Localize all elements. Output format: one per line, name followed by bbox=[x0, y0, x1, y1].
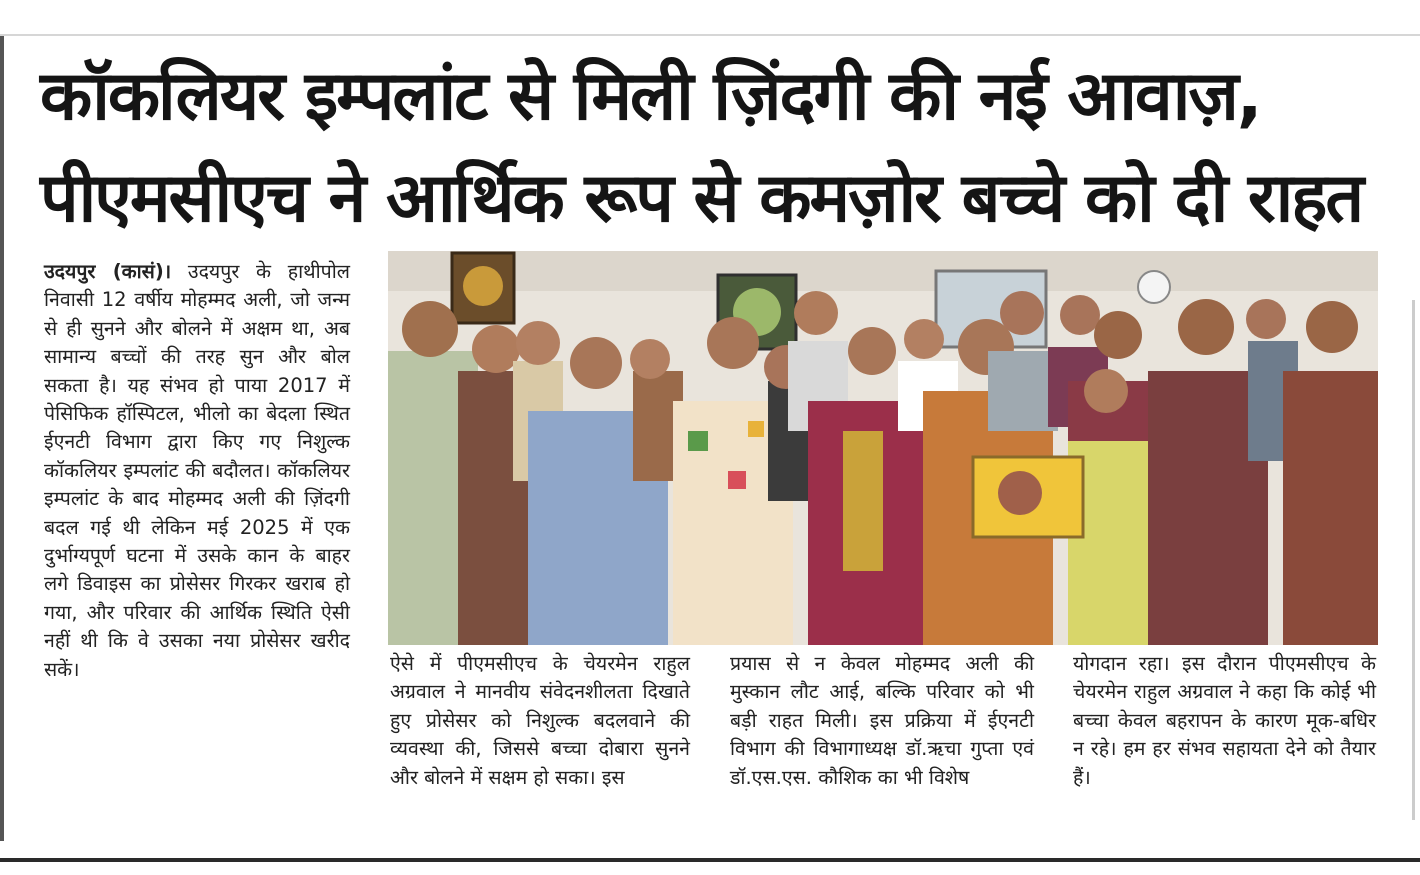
article-text-left: उदयपुर के हाथीपोल निवासी 12 वर्षीय मोहम्मद अली, जो जन्म से ही सुनने और बोलने में अक्षम था, अब सामान्य बच्चों की तरह सुन और बोल सकता है। यह संभव हो पाया 2017 में पेसिफिक हॉस्पिटल, भीलो का बेदला स्थित ईएनटी विभाग द्वारा किए गए निशुल्क कॉकलियर इम्पलांट की बदौलत। कॉकलियर इम्पलांट के बाद मोहम्मद अली की ज़िंदगी बदल गई थी लेकिन मई 2025 में एक दुर्भाग्यपूर्ण घटना में उसके कान के बाहर लगे डिवाइस का प्रोसेसर गिरकर खराब हो गया, और परिवार की आर्थिक स्थिति ऐसी नहीं थी कि वे उसका नया प्रोसेसर खरीद सकें। bbox=[44, 260, 350, 681]
article-column-2: ऐसे में पीएमसीएच के चेयरमेन राहुल अग्रवाल ने मानवीय संवेदनशीलता दिखाते हुए प्रोसेसर को निशुल्क बदलवाने की व्यवस्था की, जिससे बच्चा दोबारा सुनने और बोलने में सक्षम हो सका। इस bbox=[390, 652, 690, 789]
left-margin-rule bbox=[0, 36, 4, 841]
article-column-3: प्रयास से न केवल मोहम्मद अली की मुस्कान लौट आई, बल्कि परिवार को भी बड़ी राहत मिली। इस प्रक्रिया में ईएनटी विभाग की विभागाध्यक्ष डॉ.ऋचा गुप्ता एवं डॉ.एस.एस. कौशिक का भी विशेष bbox=[730, 652, 1034, 789]
group-photo-illustration bbox=[388, 251, 1378, 645]
bottom-rule bbox=[0, 858, 1420, 862]
group-photo bbox=[388, 251, 1378, 645]
headline-line-1: कॉकलियर इम्पलांट से मिली ज़िंदगी की नई आवाज़, bbox=[40, 57, 1261, 136]
headline-line-2: पीएमसीएच ने आर्थिक रूप से कमज़ोर बच्चे को दी राहत bbox=[40, 159, 1363, 238]
top-rule bbox=[0, 34, 1420, 36]
article-column-4: योगदान रहा। इस दौरान पीएमसीएच के चेयरमेन राहुल अग्रवाल ने कहा कि कोई भी बच्चा केवल बहरापन के कारण मूक-बधिर न रहे। हम हर संभव सहायता देने को तैयार हैं। bbox=[1073, 652, 1376, 789]
article-column-left bbox=[44, 258, 350, 684]
dateline: उदयपुर (कासं)। bbox=[44, 260, 172, 283]
right-margin-rule bbox=[1412, 300, 1415, 820]
